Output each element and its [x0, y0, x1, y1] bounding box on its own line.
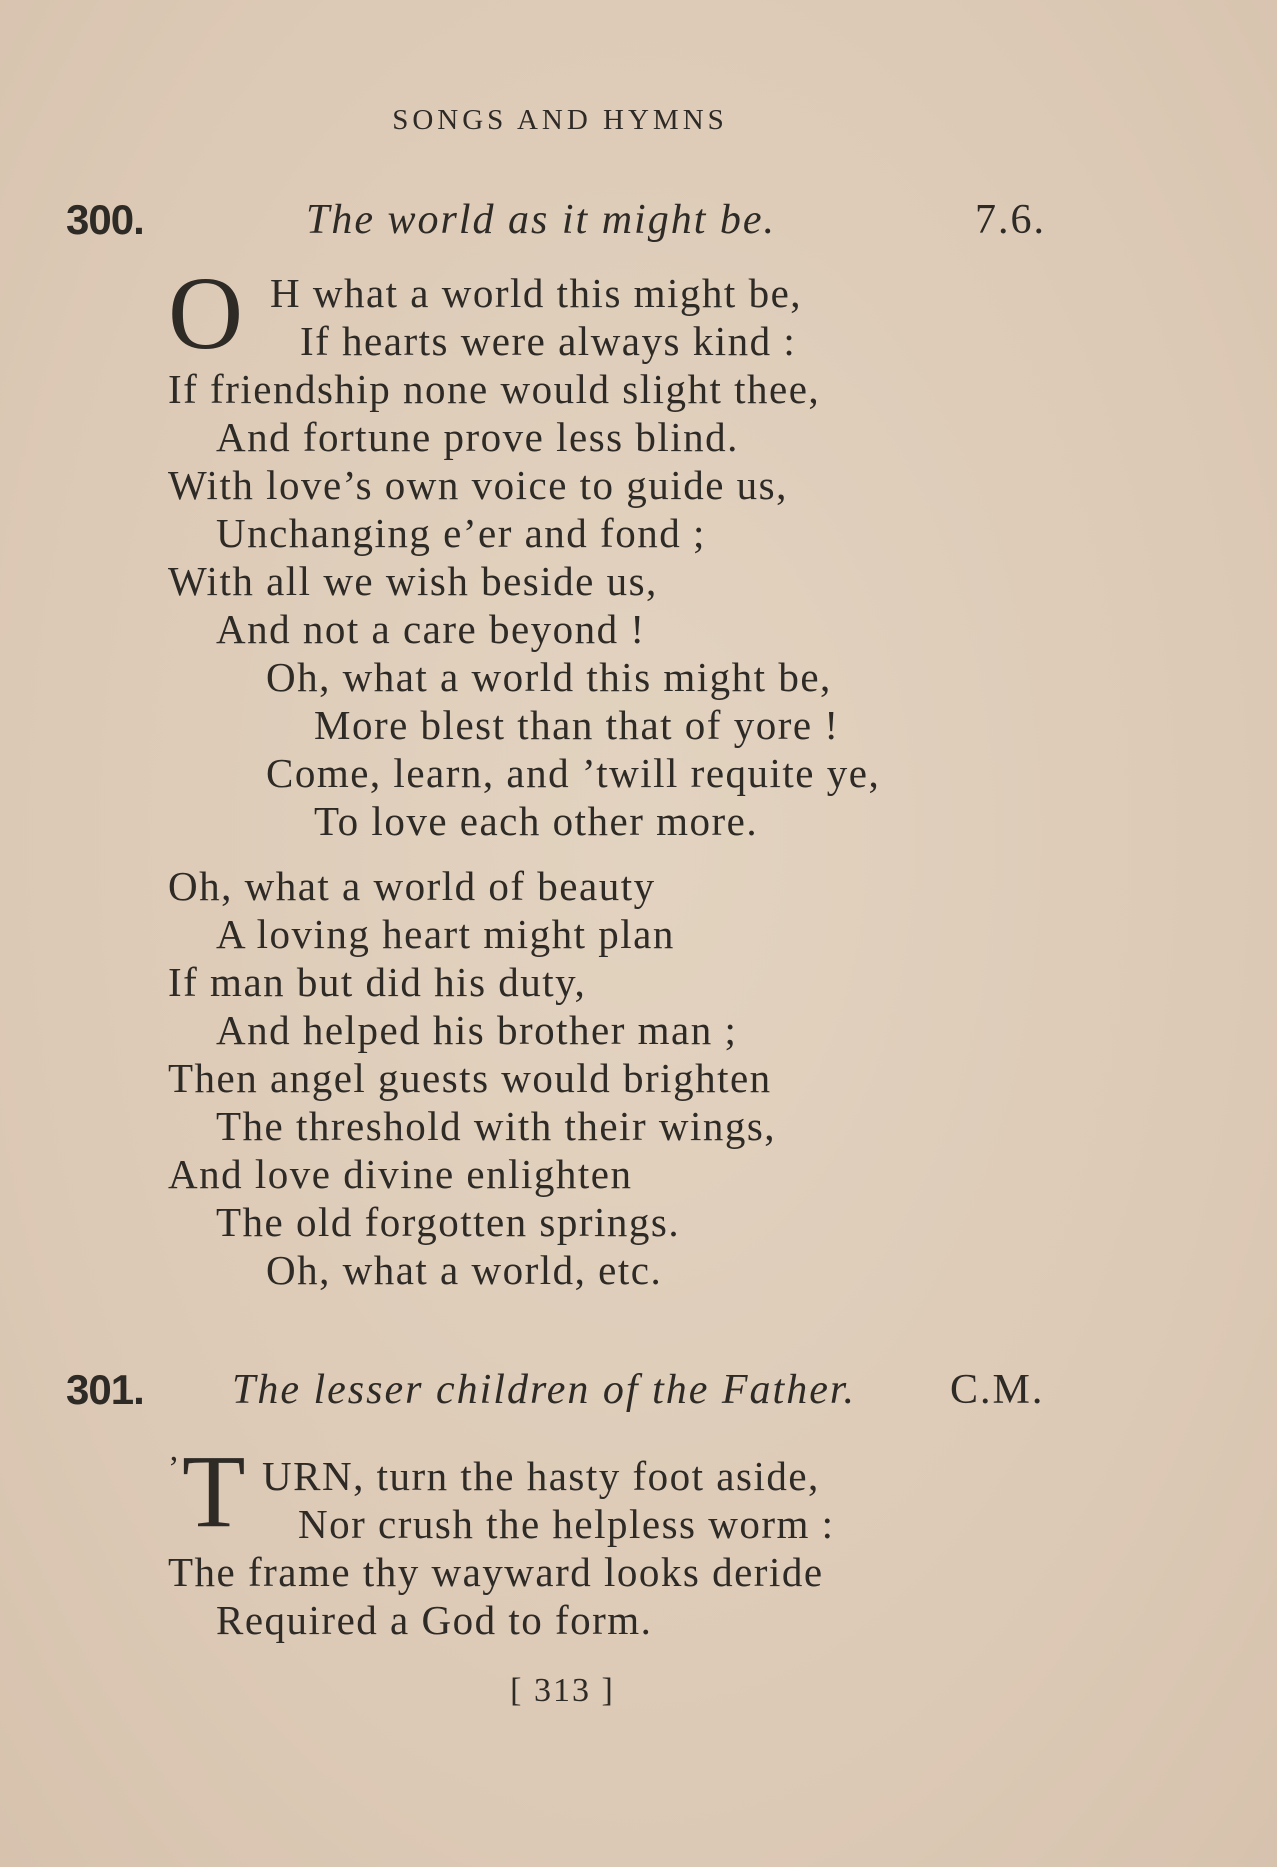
hymn-300-header: [0, 196, 1277, 256]
verse-line: And not a care beyond !: [216, 606, 646, 652]
verse-line: To love each other more.: [314, 798, 759, 844]
hymn-title: The world as it might be.: [306, 197, 777, 243]
verse-line: Required a God to form.: [216, 1597, 653, 1643]
verse-line: If man but did his duty,: [168, 959, 587, 1005]
verse-line: And love divine enlighten: [168, 1151, 633, 1197]
verse-line: URN, turn the hasty foot aside,: [262, 1453, 820, 1499]
hymn-number: 301.: [66, 1366, 144, 1413]
opening-apostrophe: ’: [168, 1450, 180, 1487]
verse-line: The frame thy wayward looks deride: [168, 1549, 824, 1595]
drop-cap: O: [168, 256, 244, 371]
verse-line: Oh, what a world this might be,: [266, 654, 832, 700]
page-number: [ 313 ]: [510, 1672, 615, 1709]
verse-line: A loving heart might plan: [216, 911, 675, 957]
verse-line: The old forgotten springs.: [216, 1199, 681, 1245]
verse-line: Unchanging e’er and fond ;: [216, 510, 706, 556]
verse-line: If friendship none would slight thee,: [168, 366, 821, 412]
hymn-title: The lesser children of the Father.: [232, 1367, 857, 1413]
verse-line: Oh, what a world, etc.: [266, 1247, 663, 1293]
hymn-meter: 7.6.: [975, 197, 1046, 243]
hymn-301-header: [0, 1366, 1277, 1426]
verse-line: And fortune prove less blind.: [216, 414, 739, 460]
verse-line: The threshold with their wings,: [216, 1103, 777, 1149]
verse-line: Come, learn, and ’twill requite ye,: [266, 750, 881, 796]
verse-line: H what a world this might be,: [270, 270, 803, 316]
verse-line: With love’s own voice to guide us,: [168, 462, 788, 508]
verse-line: Then angel guests would brighten: [168, 1055, 772, 1101]
drop-cap: T: [182, 1434, 246, 1549]
verse-line: Oh, what a world of beauty: [168, 863, 656, 909]
running-head: SONGS AND HYMNS: [392, 104, 728, 136]
verse-line: And helped his brother man ;: [216, 1007, 738, 1053]
verse-line: More blest than that of yore !: [314, 702, 840, 748]
verse-line: Nor crush the helpless worm :: [298, 1501, 835, 1547]
hymn-meter: C.M.: [950, 1367, 1045, 1413]
verse-line: If hearts were always kind :: [300, 318, 797, 364]
verse-line: With all we wish beside us,: [168, 558, 658, 604]
hymn-number: 300.: [66, 196, 144, 243]
